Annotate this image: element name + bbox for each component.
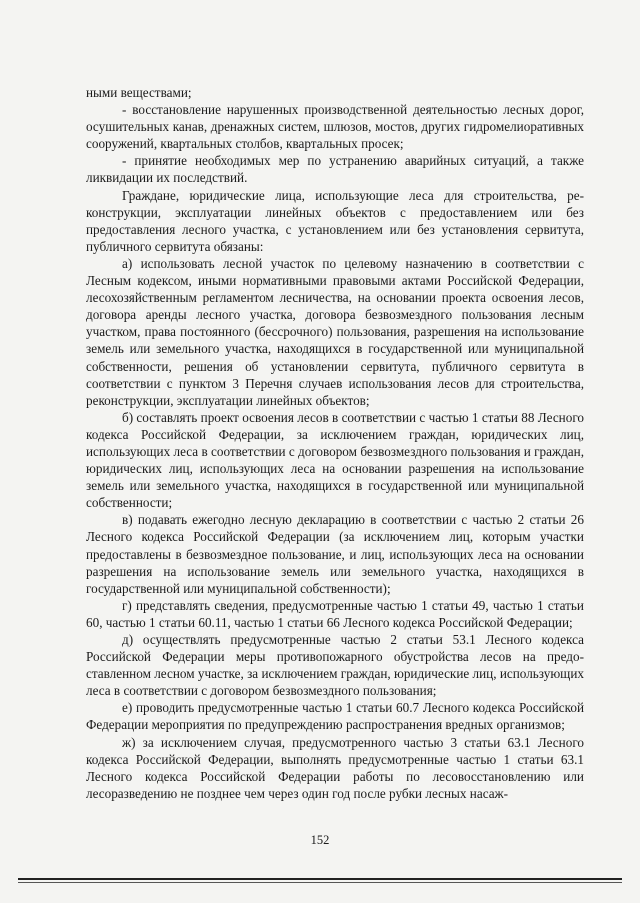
- paragraph: в) подавать ежегодно лесную декларацию в соответствии с частью 2 статьи 26 Лесного кодекса Российской Федерации (за исключением лиц, которым участки предоставлены в безвозмездное пользование, и лиц, использующих леса на основании разрешения на использование земель или земельного участка, находящихся в государственной или муниципальной собственности);: [86, 512, 584, 596]
- page-number: 152: [310, 833, 330, 847]
- paragraph: г) представлять сведения, предусмотренные частью 1 статьи 49, частью 1 статьи 60, частью 1 статьи 60.11, частью 1 статьи 66 Лесного кодекса Российской Федерации;: [86, 597, 584, 630]
- footer-rule-thin: [18, 882, 622, 883]
- paragraph: Граждане, юридические лица, использующие леса для строительства, реконструкции, эксплуатации линейных объектов с предоставлением или без предоставления лесного участка, с установлением или без установления сервитута, публичного сервитута обязаны:: [86, 187, 584, 254]
- paragraph: а) использовать лесной участок по целевому назначению в соответствии с Лесным кодексом, иными нормативными правовыми актами Российской Федерации, лесохозяйственным регламентом лесничества, на основании проекта освоения лесов, договора аренды лесного участка, договора безвозмездного пользования лесным участком, права постоянного (бессрочного) пользования, разрешения на использование земель или земельного участка, находящихся в государственной или муниципальной собственности, решения об установлении сервитута, публичного сервитута в соответствии с пунктом 3 Перечня случаев использования лесов для строительства, реконструкции, эксплуатации линейных объектов;: [86, 255, 584, 408]
- paragraph: е) проводить предусмотренные частью 1 статьи 60.7 Лесного кодекса Российской Федерации мероприятия по предупреждению распространения вредных организмов;: [86, 700, 584, 733]
- body-text: [86, 84, 584, 802]
- paragraph: б) составлять проект освоения лесов в соответствии с частью 1 статьи 88 Лесного кодекса Российской Федерации, за исключением граждан, юридических лиц, использующих леса в соответствии с договором безвозмездного пользования и граждан, юридических лиц, использующих леса на основании разрешения на использование земель или земельного участка, находящихся в государственной или муниципальной собственности;: [86, 409, 584, 511]
- footer-rule: [18, 878, 622, 880]
- paragraph: ными веществами;: [86, 85, 192, 100]
- paragraph: - принятие необходимых мер по устранению аварийных ситуаций, а также ликвидации их последствий.: [86, 153, 584, 186]
- paragraph: д) осуществлять предусмотренные частью 2 статьи 53.1 Лесного кодекса Российской Федерации меры противопожарного обустройства лесов на предоставленном лесном участке, за исключением граждан, юридические лиц, использующих леса в соответствии с договором безвозмездного пользования;: [86, 632, 584, 699]
- paragraph: ж) за исключением случая, предусмотренного частью 3 статьи 63.1 Лесного кодекса Российской Федерации, выполнять предусмотренные частью 1 статьи 63.1 Лесного кодекса Российской Федерации работы по лесовосстановлению или лесоразведению не позднее чем через один год после рубки лесных насаж-: [86, 734, 584, 801]
- paragraph: - восстановление нарушенных производственной деятельностью лесных дорог, осушительных канав, дренажных систем, шлюзов, мостов, других гидромелиоративных сооружений, квартальных столбов, квартальных просек;: [86, 102, 584, 152]
